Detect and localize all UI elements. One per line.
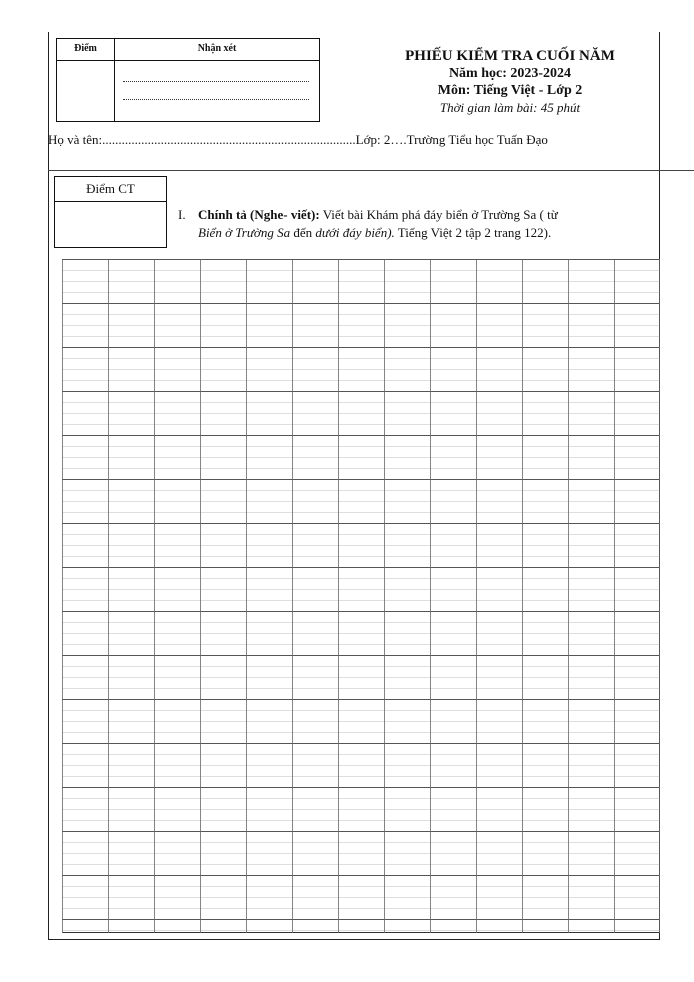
comment-line-1[interactable] — [123, 81, 309, 82]
dictation-score-separator — [55, 201, 166, 202]
task-source: Tiếng Việt 2 tập 2 trang 122). — [394, 225, 552, 240]
exam-duration: Thời gian làm bài: 45 phút — [439, 100, 581, 115]
comment-header: Nhận xét — [197, 43, 237, 54]
section-divider — [48, 170, 694, 171]
task-number: I. — [178, 207, 186, 222]
task-connector: đến — [290, 225, 316, 240]
student-info-line[interactable] — [48, 132, 694, 148]
task-line1: Viết bài Khám phá đáy biển ở Trường Sa ( từ — [319, 207, 558, 222]
task-heading: Chính tả (Nghe- viết): — [198, 207, 320, 222]
name-label: Họ và tên: — [48, 132, 103, 147]
dictation-score-box — [54, 176, 167, 248]
school-year: Năm học: 2023-2024 — [448, 66, 572, 81]
comment-line-2[interactable] — [123, 99, 309, 100]
class-label: Lớp: 2…. — [355, 132, 407, 147]
score-header: Điểm — [74, 43, 97, 54]
task-body — [198, 206, 660, 242]
dictation-score-label: Điểm CT — [86, 181, 135, 196]
school-name: Trường Tiểu học Tuấn Đạo — [406, 132, 548, 147]
table-divider-horizontal — [57, 60, 319, 61]
exam-title-block — [360, 48, 660, 116]
score-comment-table — [56, 38, 320, 122]
task-italic-start: Biển ở Trường Sa — [198, 225, 291, 240]
exam-title: PHIẾU KIỂM TRA CUỐI NĂM — [405, 48, 615, 64]
handwriting-grid[interactable] — [62, 259, 660, 933]
name-dots[interactable]: .............................................................................. — [102, 132, 356, 147]
task-italic-end: dưới đáy biển). — [315, 225, 395, 240]
subject-grade: Môn: Tiếng Việt - Lớp 2 — [437, 83, 583, 98]
